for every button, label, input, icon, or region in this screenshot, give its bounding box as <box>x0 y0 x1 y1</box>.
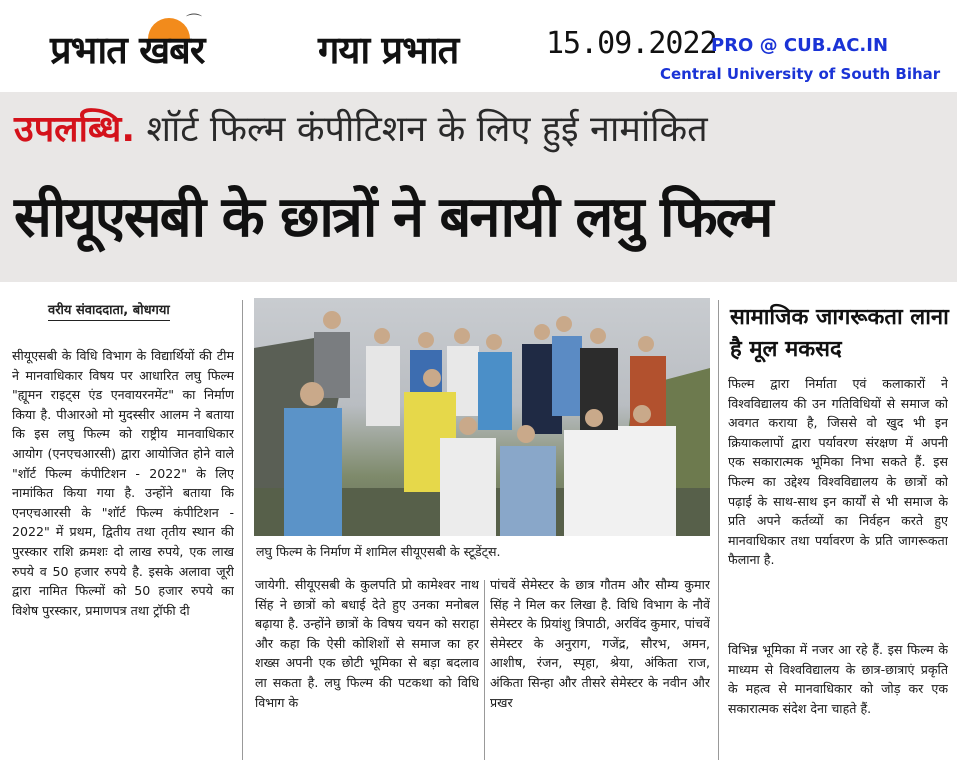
newspaper-logo: प्रभात खबर <box>50 28 205 72</box>
kicker <box>14 104 708 156</box>
photo-caption: लघु फिल्म के निर्माण में शामिल सीयूएसबी के स्टूडेंट्स. <box>256 544 501 559</box>
edition-name: गया प्रभात <box>318 28 459 72</box>
article-column-4: फिल्म द्वारा निर्माता एवं कलाकारों ने विश्वविद्यालय की उन गतिविधियों से समाज को अवगत कराया है, जिससे वो खुद भी इन क्रियाकलापों द्वारा पर्यावरण संरक्षण में अपनी एक सकारात्मक भूमिका निभा सकते हैं. इस फिल्म का उद्देश्य विश्वविद्यालय के छात्रों को पढ़ाई के साथ-साथ इन कार्यों से भी समाज के प्रति अपने कर्तव्यों का निर्वहन करते हुए मानवाधिकार तथा पर्यावरण के प्रति जागरूकता फैलाना है. <box>728 376 948 568</box>
kicker-text: शॉर्ट फिल्म कंपीटिशन के लिए हुई नामांकित <box>146 109 708 150</box>
column-divider <box>242 300 243 760</box>
kicker-label: उपलब्धि. <box>14 109 136 150</box>
publication-date: 15.09.2022 <box>546 26 717 61</box>
university-name: Central University of South Bihar <box>660 65 941 83</box>
main-headline: सीयूएसबी के छात्रों ने बनायी लघु फिल्म <box>14 185 772 250</box>
article-column-3: पांचवें सेमेस्टर के छात्र गौतम और सौम्य कुमार सिंह ने मिल कर लिखा है. विधि विभाग के नौवें सेमेस्टर के प्रियांशु त्रिपाठी, अरविंद कुमार, पांचवें सेमेस्टर के अनुराग, गजेंद्र, सौरभ, अमन, आशीष, रंजन, स्पृहा, श्रेया, अंकिता राज, अंकिता सिन्हा और तीसरे सेमेस्टर के नवीन और प्रखर <box>490 577 710 710</box>
article-column-1: सीयूएसबी के विधि विभाग के विद्यार्थियों की टीम ने मानवाधिकार विषय पर आधारित लघु फिल्म "ह्यूमन राइट्स एंड एनवायरनमेंट" का निर्माण किया है. पीआरओ मो मुदस्सीर आलम ने बताया कि इस लघु फिल्म को राष्ट्रीय मानवाधिकार आयोग (एनएचआरसी) द्वारा आयोजित होने वाले "शॉर्ट फिल्म कंपीटिशन - 2022" के लिए नामांकित किया गया है. उन्होंने बताया कि एनएचआरसी के "शॉर्ट फिल्म कंपीटिशन - 2022" में प्रथम, द्वितीय तथा तृतीय स्थान की पुरस्कार राशि क्रमशः दो लाख रुपये, एक लाख रुपये व 50 हजार रुपये है. इसके अलावा जूरी द्वारा नामित फिल्मों को 50 हजार रुपये का विशेष पुरस्कार, प्रमाणपत्र तथा ट्रॉफी दी <box>12 348 234 618</box>
logo-bird-icon: ⌒ <box>186 12 203 31</box>
column-divider <box>484 580 485 760</box>
column-divider <box>718 300 719 760</box>
article-column-2: जायेगी. सीयूएसबी के कुलपति प्रो कामेश्वर नाथ सिंह ने छात्रों को बधाई देते हुए उनका मनोबल बढ़ाया है. उन्होंने छात्रों के विषय चयन को सराहा और कहा कि ऐसी कोशिशों से समाज का हर शख्स अपनी एक छोटी भूमिका से बड़ा बदलाव ला सकता है. लघु फिल्म की पटकथा को विधि विभाग के <box>255 577 479 710</box>
pro-email: PRO @ CUB.AC.IN <box>711 35 889 56</box>
byline: वरीय संवाददाता, बोधगया <box>48 302 170 321</box>
side-heading: सामाजिक जागरूकता लाना है मूल मकसद <box>730 305 949 362</box>
group-photo-illustration <box>254 298 710 536</box>
group-photo <box>254 298 710 536</box>
article-column-5: विभिन्न भूमिका में नजर आ रहे हैं. इस फिल्म के माध्यम से विश्वविद्यालय के छात्र-छात्राएं प्रकृति के महत्व से मानवाधिकार को जोड़ कर एक सकारात्मक संदेश देना चाहते हैं. <box>728 642 948 716</box>
